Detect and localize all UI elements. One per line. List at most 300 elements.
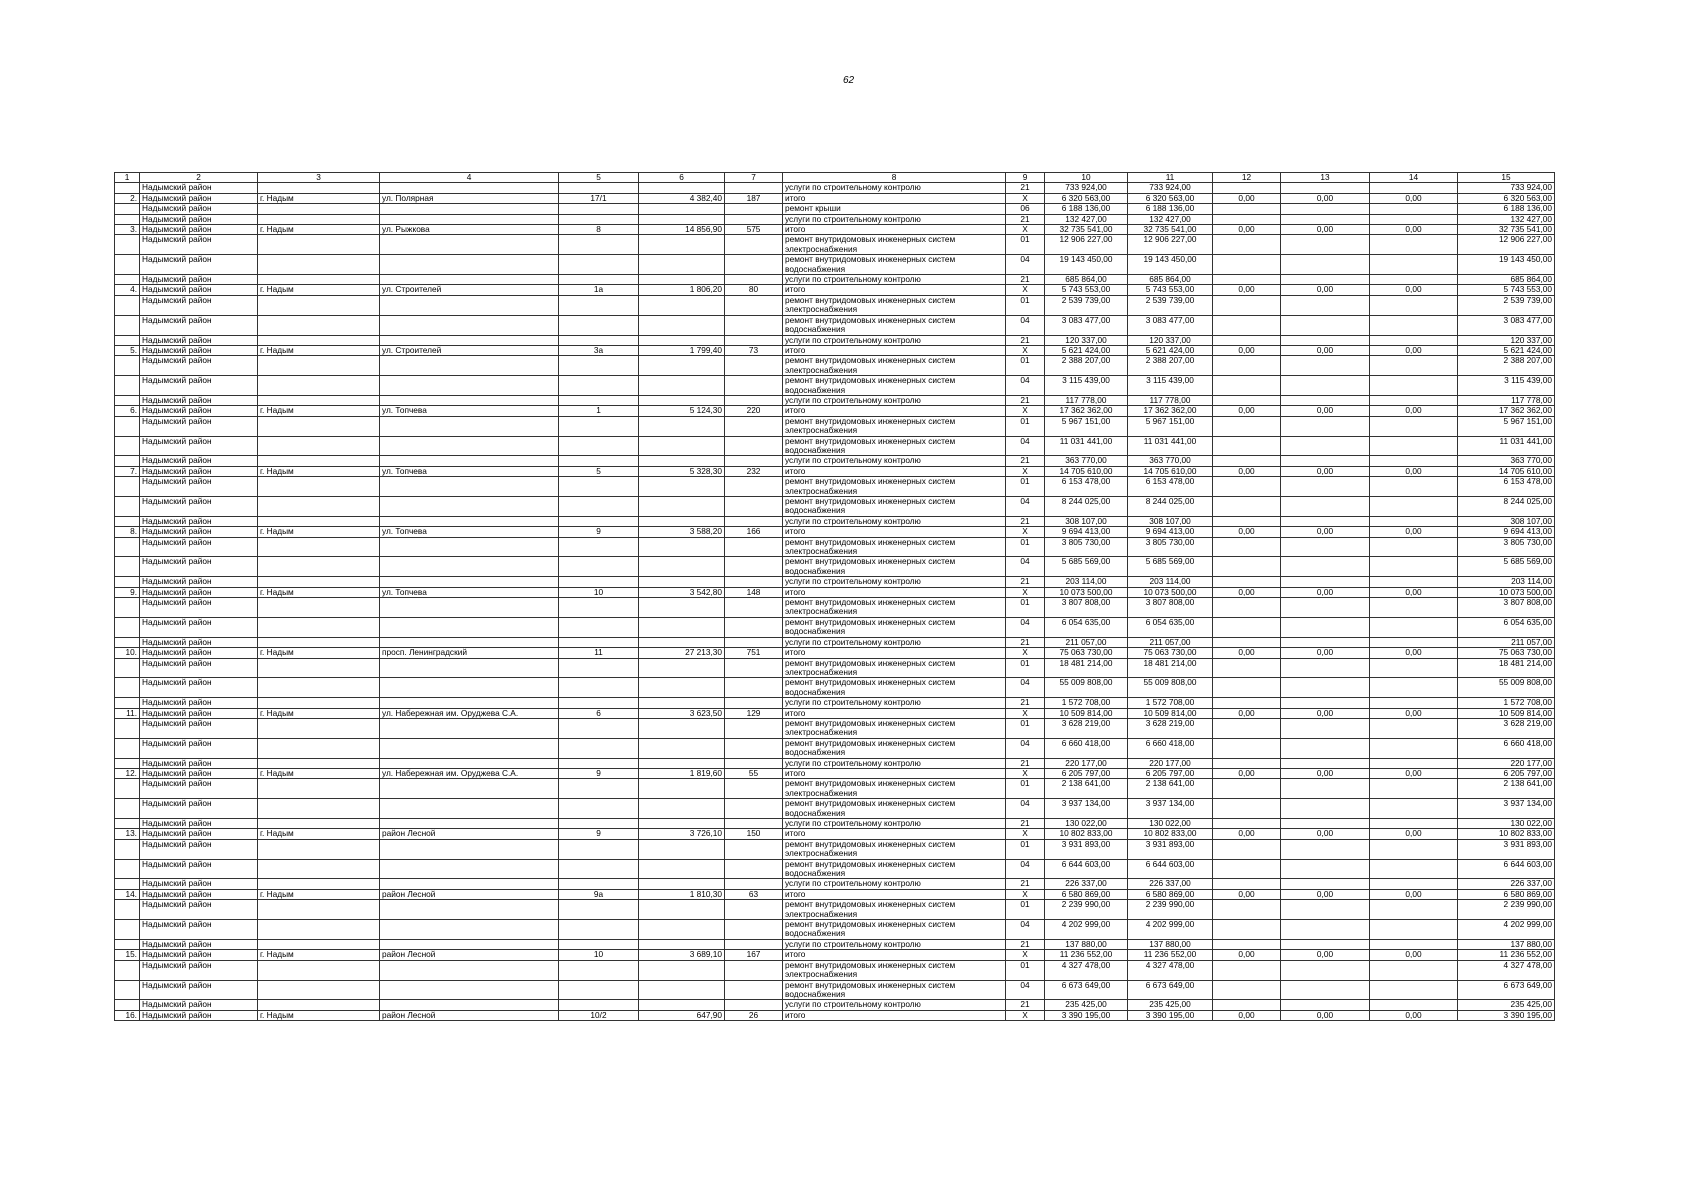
cost-regional-cell [1281,315,1370,335]
row-number-cell [115,516,140,526]
municipality-cell: Надымский район [140,980,258,1000]
work-type-cell: услуги по строительному контролю [783,819,1006,829]
cost-total-cell: 6 153 478,00 [1045,477,1128,497]
municipality-cell: Надымский район [140,920,258,940]
work-code-cell: 21 [1006,939,1045,949]
settlement-cell [258,779,380,799]
cost-fund-cell: 203 114,00 [1128,577,1213,587]
house-number-cell: 10 [559,950,639,960]
cost-owners-cell: 10 509 814,00 [1458,708,1555,718]
cost-total-cell: 6 644 603,00 [1045,859,1128,879]
cost-local-cell [1370,819,1458,829]
cost-owners-cell: 11 236 552,00 [1458,950,1555,960]
cost-federal-cell: 0,00 [1213,225,1281,235]
cost-owners-cell: 9 694 413,00 [1458,527,1555,537]
cost-local-cell: 0,00 [1370,345,1458,355]
work-type-cell: услуги по строительному контролю [783,577,1006,587]
residents-cell: 232 [725,466,783,476]
area-cell: 3 689,10 [639,950,725,960]
row-number-cell [115,819,140,829]
table-row [115,920,1555,940]
cost-total-cell: 5 967 151,00 [1045,416,1128,436]
work-code-cell: Х [1006,285,1045,295]
residents-cell [725,980,783,1000]
cost-regional-cell [1281,557,1370,577]
house-number-cell [559,900,639,920]
page-number: 62 [842,75,855,86]
settlement-cell [258,738,380,758]
street-cell [380,960,559,980]
cost-regional-cell [1281,738,1370,758]
cost-fund-cell: 19 143 450,00 [1128,255,1213,275]
cost-total-cell: 733 924,00 [1045,183,1128,193]
cost-fund-cell: 6 153 478,00 [1128,477,1213,497]
work-code-cell: 21 [1006,819,1045,829]
house-number-cell [559,577,639,587]
cost-local-cell [1370,960,1458,980]
work-code-cell: 01 [1006,658,1045,678]
table-row [115,768,1555,778]
cost-fund-cell: 3 931 893,00 [1128,839,1213,859]
cost-owners-cell: 5 621 424,00 [1458,345,1555,355]
work-type-cell: ремонт внутридомовых инженерных систем водоснабжения [783,859,1006,879]
area-cell [639,758,725,768]
table-row [115,829,1555,839]
work-code-cell: 21 [1006,879,1045,889]
cost-local-cell [1370,900,1458,920]
house-number-cell [559,557,639,577]
cost-local-cell: 0,00 [1370,193,1458,203]
cost-federal-cell [1213,497,1281,517]
work-type-cell: услуги по строительному контролю [783,758,1006,768]
municipality-cell: Надымский район [140,758,258,768]
work-code-cell: 04 [1006,859,1045,879]
cost-fund-cell: 8 244 025,00 [1128,497,1213,517]
settlement-cell: г. Надым [258,768,380,778]
work-type-cell: ремонт внутридомовых инженерных систем водоснабжения [783,678,1006,698]
cost-fund-cell: 32 735 541,00 [1128,225,1213,235]
cost-federal-cell [1213,879,1281,889]
cost-owners-cell: 117 778,00 [1458,395,1555,405]
cost-local-cell: 0,00 [1370,829,1458,839]
cost-owners-cell: 18 481 214,00 [1458,658,1555,678]
municipality-cell: Надымский район [140,577,258,587]
cost-total-cell: 10 509 814,00 [1045,708,1128,718]
house-number-cell: 9 [559,527,639,537]
cost-total-cell: 8 244 025,00 [1045,497,1128,517]
cost-federal-cell: 0,00 [1213,406,1281,416]
municipality-cell: Надымский район [140,718,258,738]
work-type-cell: услуги по строительному контролю [783,516,1006,526]
row-number-cell [115,738,140,758]
cost-local-cell: 0,00 [1370,950,1458,960]
street-cell [380,356,559,376]
table-row [115,466,1555,476]
area-cell: 5 124,30 [639,406,725,416]
street-cell: район Лесной [380,1010,559,1020]
table-row [115,1000,1555,1010]
residents-cell: 148 [725,587,783,597]
row-number-cell [115,295,140,315]
cost-regional-cell: 0,00 [1281,648,1370,658]
work-code-cell: 01 [1006,537,1045,557]
capital-repair-table [114,172,1555,1021]
cost-fund-cell: 11 031 441,00 [1128,436,1213,456]
cost-fund-cell: 226 337,00 [1128,879,1213,889]
table-row [115,1010,1555,1020]
work-type-cell: итого [783,466,1006,476]
cost-regional-cell [1281,920,1370,940]
cost-federal-cell [1213,939,1281,949]
cost-total-cell: 117 778,00 [1045,395,1128,405]
residents-cell: 73 [725,345,783,355]
street-cell: район Лесной [380,950,559,960]
row-number-cell [115,235,140,255]
table-row [115,255,1555,275]
work-type-cell: ремонт внутридомовых инженерных систем электроснабжения [783,960,1006,980]
work-code-cell: 21 [1006,698,1045,708]
cost-federal-cell [1213,859,1281,879]
municipality-cell: Надымский район [140,466,258,476]
municipality-cell: Надымский район [140,406,258,416]
cost-local-cell [1370,738,1458,758]
cost-owners-cell: 3 628 219,00 [1458,718,1555,738]
settlement-cell [258,537,380,557]
municipality-cell: Надымский район [140,285,258,295]
work-type-cell: итого [783,406,1006,416]
cost-total-cell: 6 188 136,00 [1045,204,1128,214]
column-number-row [115,173,1555,183]
street-cell [380,718,559,738]
work-code-cell: 04 [1006,315,1045,335]
work-code-cell: Х [1006,587,1045,597]
settlement-cell [258,678,380,698]
house-number-cell [559,598,639,618]
area-cell [639,275,725,285]
cost-regional-cell: 0,00 [1281,345,1370,355]
cost-owners-cell: 120 337,00 [1458,335,1555,345]
residents-cell [725,235,783,255]
cost-local-cell: 0,00 [1370,225,1458,235]
municipality-cell: Надымский район [140,768,258,778]
table-row [115,799,1555,819]
table-row [115,376,1555,396]
street-cell [380,1000,559,1010]
area-cell: 14 856,90 [639,225,725,235]
cost-owners-cell: 132 427,00 [1458,214,1555,224]
cost-federal-cell [1213,900,1281,920]
work-code-cell: Х [1006,225,1045,235]
row-number-cell [115,275,140,285]
area-cell [639,779,725,799]
house-number-cell: 9 [559,768,639,778]
table-row [115,950,1555,960]
table-row [115,527,1555,537]
cost-owners-cell: 3 805 730,00 [1458,537,1555,557]
cost-regional-cell: 0,00 [1281,587,1370,597]
row-number-cell [115,598,140,618]
cost-fund-cell: 2 239 990,00 [1128,900,1213,920]
cost-owners-cell: 3 083 477,00 [1458,315,1555,335]
cost-owners-cell: 685 864,00 [1458,275,1555,285]
street-cell [380,658,559,678]
area-cell [639,819,725,829]
residents-cell [725,758,783,768]
work-code-cell: 21 [1006,214,1045,224]
work-type-cell: услуги по строительному контролю [783,456,1006,466]
house-number-cell: 6 [559,708,639,718]
house-number-cell [559,637,639,647]
work-type-cell: итого [783,225,1006,235]
cost-owners-cell: 5 743 553,00 [1458,285,1555,295]
area-cell [639,335,725,345]
municipality-cell: Надымский район [140,950,258,960]
cost-regional-cell: 0,00 [1281,466,1370,476]
table-row [115,295,1555,315]
cost-total-cell: 120 337,00 [1045,335,1128,345]
area-cell [639,939,725,949]
cost-owners-cell: 19 143 450,00 [1458,255,1555,275]
settlement-cell [258,456,380,466]
settlement-cell: г. Надым [258,829,380,839]
cost-total-cell: 11 236 552,00 [1045,950,1128,960]
work-type-cell: ремонт внутридомовых инженерных систем электроснабжения [783,295,1006,315]
residents-cell: 26 [725,1010,783,1020]
cost-federal-cell: 0,00 [1213,648,1281,658]
street-cell [380,477,559,497]
municipality-cell: Надымский район [140,617,258,637]
cost-federal-cell [1213,214,1281,224]
settlement-cell [258,900,380,920]
municipality-cell: Надымский район [140,376,258,396]
cost-federal-cell: 0,00 [1213,889,1281,899]
work-type-cell: итого [783,345,1006,355]
work-code-cell: Х [1006,1010,1045,1020]
work-type-cell: ремонт внутридомовых инженерных систем водоснабжения [783,376,1006,396]
work-type-cell: итого [783,889,1006,899]
cost-federal-cell: 0,00 [1213,527,1281,537]
settlement-cell [258,516,380,526]
row-number-cell [115,859,140,879]
street-cell: ул. Рыжкова [380,225,559,235]
house-number-cell [559,395,639,405]
settlement-cell [258,204,380,214]
table-row [115,356,1555,376]
cost-owners-cell: 211 057,00 [1458,637,1555,647]
street-cell [380,637,559,647]
residents-cell [725,839,783,859]
table-row [115,839,1555,859]
cost-local-cell [1370,939,1458,949]
work-code-cell: 04 [1006,497,1045,517]
cost-regional-cell: 0,00 [1281,829,1370,839]
street-cell [380,395,559,405]
area-cell [639,395,725,405]
area-cell: 1 810,30 [639,889,725,899]
residents-cell [725,275,783,285]
cost-local-cell: 0,00 [1370,527,1458,537]
row-number-cell: 9. [115,587,140,597]
work-code-cell: 21 [1006,758,1045,768]
row-number-cell: 11. [115,708,140,718]
cost-total-cell: 308 107,00 [1045,516,1128,526]
residents-cell [725,416,783,436]
cost-fund-cell: 235 425,00 [1128,1000,1213,1010]
residents-cell [725,779,783,799]
settlement-cell: г. Надым [258,345,380,355]
cost-owners-cell: 130 022,00 [1458,819,1555,829]
cost-federal-cell: 0,00 [1213,285,1281,295]
cost-fund-cell: 9 694 413,00 [1128,527,1213,537]
municipality-cell: Надымский район [140,1010,258,1020]
row-number-cell: 4. [115,285,140,295]
cost-federal-cell: 0,00 [1213,345,1281,355]
street-cell [380,275,559,285]
row-number-cell [115,718,140,738]
settlement-cell [258,960,380,980]
area-cell [639,577,725,587]
residents-cell [725,658,783,678]
cost-owners-cell: 6 205 797,00 [1458,768,1555,778]
table-row [115,960,1555,980]
cost-fund-cell: 4 202 999,00 [1128,920,1213,940]
cost-regional-cell [1281,980,1370,1000]
cost-local-cell [1370,678,1458,698]
work-code-cell: 21 [1006,183,1045,193]
table-row [115,183,1555,193]
header-cell: 14 [1370,173,1458,183]
municipality-cell: Надымский район [140,939,258,949]
row-number-cell: 7. [115,466,140,476]
municipality-cell: Надымский район [140,395,258,405]
cost-owners-cell: 14 705 610,00 [1458,466,1555,476]
table-row [115,678,1555,698]
cost-fund-cell: 3 628 219,00 [1128,718,1213,738]
cost-regional-cell [1281,617,1370,637]
header-cell: 5 [559,173,639,183]
cost-federal-cell [1213,295,1281,315]
municipality-cell: Надымский район [140,255,258,275]
work-type-cell: ремонт внутридомовых инженерных систем водоснабжения [783,920,1006,940]
house-number-cell [559,738,639,758]
cost-owners-cell: 75 063 730,00 [1458,648,1555,658]
work-type-cell: услуги по строительному контролю [783,1000,1006,1010]
work-code-cell: 21 [1006,395,1045,405]
row-number-cell [115,758,140,768]
work-code-cell: Х [1006,829,1045,839]
house-number-cell: 10 [559,587,639,597]
municipality-cell: Надымский район [140,214,258,224]
cost-fund-cell: 11 236 552,00 [1128,950,1213,960]
work-type-cell: ремонт внутридомовых инженерных систем водоснабжения [783,315,1006,335]
cost-federal-cell [1213,356,1281,376]
work-type-cell: услуги по строительному контролю [783,214,1006,224]
cost-owners-cell: 6 673 649,00 [1458,980,1555,1000]
row-number-cell [115,920,140,940]
cost-owners-cell: 6 644 603,00 [1458,859,1555,879]
cost-local-cell [1370,214,1458,224]
work-code-cell: 01 [1006,295,1045,315]
cost-local-cell [1370,335,1458,345]
settlement-cell [258,859,380,879]
residents-cell [725,395,783,405]
row-number-cell [115,617,140,637]
cost-federal-cell: 0,00 [1213,193,1281,203]
area-cell [639,859,725,879]
municipality-cell: Надымский район [140,587,258,597]
cost-total-cell: 226 337,00 [1045,879,1128,889]
cost-regional-cell: 0,00 [1281,708,1370,718]
cost-fund-cell: 10 509 814,00 [1128,708,1213,718]
cost-fund-cell: 6 673 649,00 [1128,980,1213,1000]
work-type-cell: ремонт внутридомовых инженерных систем электроснабжения [783,839,1006,859]
cost-local-cell [1370,235,1458,255]
cost-federal-cell [1213,738,1281,758]
residents-cell [725,456,783,466]
cost-regional-cell: 0,00 [1281,225,1370,235]
cost-total-cell: 130 022,00 [1045,819,1128,829]
work-code-cell: Х [1006,708,1045,718]
work-code-cell: 04 [1006,557,1045,577]
work-type-cell: ремонт внутридомовых инженерных систем водоснабжения [783,799,1006,819]
house-number-cell [559,416,639,436]
cost-fund-cell: 211 057,00 [1128,637,1213,647]
cost-regional-cell: 0,00 [1281,1010,1370,1020]
cost-owners-cell: 308 107,00 [1458,516,1555,526]
settlement-cell [258,356,380,376]
house-number-cell [559,658,639,678]
work-code-cell: Х [1006,193,1045,203]
cost-federal-cell [1213,477,1281,497]
cost-fund-cell: 12 906 227,00 [1128,235,1213,255]
cost-owners-cell: 3 115 439,00 [1458,376,1555,396]
cost-local-cell [1370,698,1458,708]
cost-fund-cell: 5 967 151,00 [1128,416,1213,436]
row-number-cell: 8. [115,527,140,537]
cost-total-cell: 12 906 227,00 [1045,235,1128,255]
street-cell [380,235,559,255]
settlement-cell [258,214,380,224]
house-number-cell [559,183,639,193]
residents-cell [725,1000,783,1010]
residents-cell [725,557,783,577]
residents-cell [725,183,783,193]
cost-local-cell [1370,577,1458,587]
area-cell: 3 726,10 [639,829,725,839]
area-cell: 3 542,80 [639,587,725,597]
residents-cell [725,698,783,708]
row-number-cell [115,376,140,396]
house-number-cell [559,255,639,275]
settlement-cell: г. Надым [258,466,380,476]
area-cell [639,376,725,396]
cost-regional-cell [1281,960,1370,980]
table-row [115,758,1555,768]
work-type-cell: ремонт внутридомовых инженерных систем электроснабжения [783,416,1006,436]
cost-local-cell: 0,00 [1370,285,1458,295]
cost-fund-cell: 3 807 808,00 [1128,598,1213,618]
work-type-cell: ремонт внутридомовых инженерных систем электроснабжения [783,235,1006,255]
area-cell [639,497,725,517]
work-type-cell: итого [783,1010,1006,1020]
area-cell: 1 799,40 [639,345,725,355]
municipality-cell: Надымский район [140,356,258,376]
header-cell: 8 [783,173,1006,183]
row-number-cell: 10. [115,648,140,658]
cost-regional-cell [1281,516,1370,526]
cost-fund-cell: 5 685 569,00 [1128,557,1213,577]
residents-cell [725,799,783,819]
